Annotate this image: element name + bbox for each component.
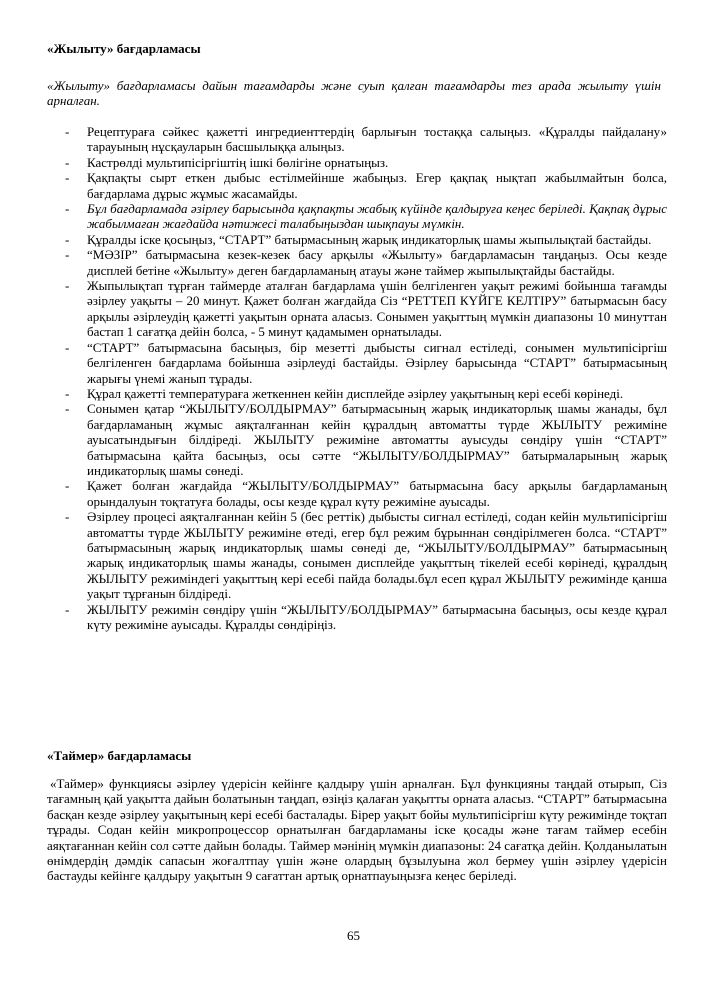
list-bullet: - [65, 247, 70, 263]
list-item: - “СТАРТ” батырмасына басыңыз, бір мезетті дыбысты сигнал естіледі, сонымен мультипісіргіш белгіленген бағдарлама бойынша әзірлеуді бастайды. Әзірлеу барысында “СТАРТ” батырмасының жарығы үнемі жанып тұрады. [65, 339, 667, 386]
list-item: - “МӘЗІР” батырмасына кезек-кезек басу арқылы «Жылыту» бағдарламасын таңдаңыз. Осы кезде дисплей бетіне «Жылыту» деген бағдарламаның атауы және таймер жыпылықтайды бастайды. [65, 247, 667, 278]
list-bullet: - [65, 478, 70, 494]
page-number: 65 [347, 928, 360, 943]
list-bullet: - [65, 201, 70, 217]
list-bullet: - [65, 385, 70, 401]
list-item: - Әзірлеу процесі аяқталғаннан кейін 5 (бес реттік) дыбысты сигнал естіледі, содан кейін мультипісіргіш автоматты түрде ЖЫЛЫТУ режиміне өтеді, егер бұл режим бұрыннан сөндірілмеген болса. “СТАРТ” батырмасының жарық индикаторлық шамы сөнеді де, “ЖЫЛЫТУ/БОЛДЫРМАУ” батырмасының жарық индикаторлық шамы жанады, сонымен дисплейде уақыттың тікелей есебі көрінеді, құралдың ЖЫЛЫТУ режиміндегі уақыттың кері есебі пайда болады.бұл есеп құрал ЖЫЛЫТУ режимінде қанша уақыт тұрғанын білдіреді. [65, 509, 667, 602]
instruction-list-warming [47, 124, 667, 632]
list-item: - Рецептураға сәйкес қажетті ингредиенттердің барлығын тостаққа салыңыз. «Құралды пайдалану» тарауының нұсқауларын басшылыққа алыңыз. [65, 124, 667, 155]
section-intro-warming: «Жылыту» бағдарламасы дайын тағамдарды және суып қалған тағамдарды тез арада жылыту үшін арналған. [47, 78, 661, 109]
list-item: - Сонымен қатар “ЖЫЛЫТУ/БОЛДЫРМАУ” батырмасының жарық индикаторлық шамы жанады, бұл бағдарламаның жұмыс аяқталғаннан кейін құралдың автоматты түрде ЖЫЛЫТУ режиміне ауысатындығын білдіреді. ЖЫЛЫТУ режиміне автоматты ауысуды сөндіру үшін “СТАРТ” батырмасына қайта басыңыз, осы сәтте “ЖЫЛЫТУ/БОЛДЫРМАУ” батырмаларының жарық индикаторлық шамы сөнеді. [65, 401, 667, 478]
list-bullet: - [65, 154, 70, 170]
list-item: - Қақпақты сырт еткен дыбыс естілмейінше жабыңыз. Егер қақпақ нықтап жабылмайтын болса, бағдарлама дұрыс жұмыс жасамайды. [65, 170, 667, 201]
list-item: - Қажет болған жағдайда “ЖЫЛЫТУ/БОЛДЫРМАУ” батырмасына басу арқылы бағдарламаның орындалуын тоқтатуға болады, осы кезде құрал күту режиміне ауысады. [65, 478, 667, 509]
list-bullet: - [65, 401, 70, 417]
list-item: - Кастрөлді мультипісіргіштің ішкі бөлігіне орнатыңыз. [65, 154, 389, 170]
section-body-timer: «Таймер» функциясы әзірлеу үдерісін кейінге қалдыру үшін арналған. Бұл функцияны таңдай отырып, Сіз тағамның қай уақытта дайын болатынын таңдап, өзіңіз қалаған уақытты орната аласыз. “СТАРТ” батырмасына басқан кезде әзірлеу уақытының кері есебі басталады. Бірер уақыт бойы мультипісіргіш күту режимінде тоқтап тұрады. Содан кейін микропроцессор орнатылған бағдарламаны іске қосады және тағам таймер есебін аяқтағаннан кейін сол сәтте дайын болады. Таймер мәнінің мүмкін диапазоны: 24 сағатқа дейін. Қолданылатын өнімдердің дәмдік сапасын жоғалтпау үшін және олардың бұзылуына жол бермеу үшін әзірлеу үдерісін бастауды кейінге қалдыру уақытын 9 сағаттан артық орнатпауыңызға кеңес беріледі. [47, 776, 667, 884]
list-bullet: - [65, 509, 70, 525]
list-bullet: - [65, 601, 70, 617]
list-bullet: - [65, 339, 70, 355]
list-item: - Құралды іске қосыңыз, “СТАРТ” батырмасының жарық индикаторлық шамы жыпылықтай бастайды. [65, 231, 652, 247]
list-bullet: - [65, 231, 70, 247]
list-bullet: - [65, 278, 70, 294]
list-item: - Бұл бағдарламада әзірлеу барысында қақпақты жабық күйінде қалдыруға кеңес беріледі. Қақпақ дұрыс жабылмаған жағдайда нәтижесі талабыңыздан шықпауы мүмкін. [65, 201, 667, 232]
list-bullet: - [65, 170, 70, 186]
section-heading-warming: «Жылыту» бағдарламасы [47, 41, 201, 56]
list-item: - ЖЫЛЫТУ режимін сөндіру үшін “ЖЫЛЫТУ/БОЛДЫРМАУ” батырмасына басыңыз, осы кезде құрал күту режиміне ауысады. Құралды сөндіріңіз. [65, 601, 667, 632]
list-bullet: - [65, 124, 70, 139]
list-item: - Құрал қажетті температураға жеткеннен кейін дисплейде әзірлеу уақытының кері есебі көрінеді. [65, 385, 624, 401]
list-item: - Жыпылықтап тұрған таймерде аталған бағдарлама үшін белгіленген уақыт режимі бойынша тағамды әзірлеу уақыты – 20 минут. Қажет болған жағдайда Сіз “РЕТТЕП КҮЙГЕ КЕЛТІРУ” батырмасын басу арқылы әзірлеудің қажетті уақытын орната алаcыз. Сонымен уақыттың мүмкін диапазоны 10 минуттан бастап 1 сағатқа дейін болса, - 5 минут қадамымен орнатылады. [65, 278, 667, 340]
section-heading-timer: «Таймер» бағдарламасы [47, 748, 192, 763]
